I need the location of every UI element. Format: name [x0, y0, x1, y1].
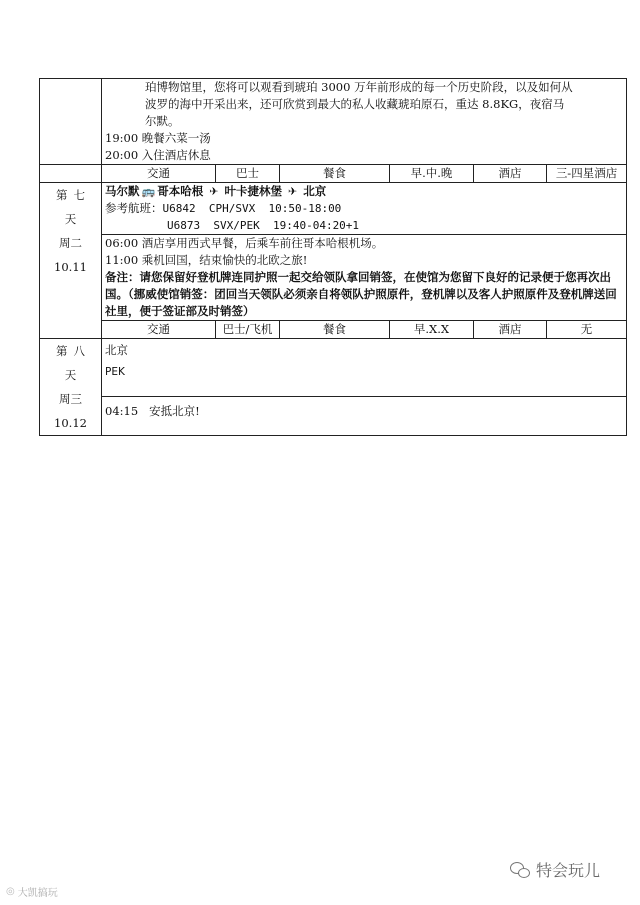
day8-weekday: 周三 — [59, 392, 82, 406]
plane-icon: ✈ — [209, 185, 219, 198]
prev-day-content-row — [40, 79, 627, 165]
prev-day-meta-empty — [40, 165, 102, 183]
flight-2: U6873 SVX/PEK 19:40-04:20+1 — [167, 219, 360, 232]
route-city-copenhagen: 哥本哈根 — [157, 184, 204, 198]
flight-1: U6842 CPH/SVX 10:50-18:00 — [162, 202, 342, 215]
weibo-icon: ◎ — [6, 886, 15, 897]
day7-route-cell — [102, 183, 627, 235]
day8-arrival: 04:15 安抵北京! — [102, 397, 627, 436]
plane-icon: ✈ — [287, 185, 298, 198]
day7-detail-cell — [102, 235, 627, 321]
hotel-label: 酒店 — [474, 165, 547, 183]
day7-hotel-value: 无 — [547, 321, 627, 339]
day7-day-cell — [40, 183, 102, 339]
day8-city: 北京 — [105, 343, 128, 357]
watermark-wechat — [510, 858, 600, 881]
day7-breakfast-line: 06:00 酒店享用西式早餐，后乘车前往哥本哈根机场。 — [105, 236, 384, 250]
day8-code: PEK — [105, 366, 125, 378]
day7-meta-row — [40, 321, 627, 339]
amber-museum-line-3: 尔默。 — [145, 114, 180, 128]
day7-flight-line-2 — [105, 217, 623, 234]
day8-day-cell — [40, 339, 102, 436]
itinerary-table — [39, 78, 627, 436]
day7-flight-line-1 — [105, 200, 623, 217]
day7-return-line: 11:00 乘机回国，结束愉快的北欧之旅! — [105, 253, 308, 267]
transport-label: 交通 — [102, 165, 216, 183]
day7-date: 10.11 — [54, 260, 87, 274]
day7-meal-value: 早.X.X — [390, 321, 474, 339]
day7-detail-row — [40, 235, 627, 321]
watermark-weibo — [6, 884, 58, 899]
hotel-value: 三-四星酒店 — [547, 165, 627, 183]
hotel-checkin-line: 20:00 入住酒店休息 — [105, 148, 211, 162]
amber-museum-line-1: 珀博物馆里，您将可以观看到琥珀 3000 万年前形成的每一个历史阶段，以及如何从 — [145, 80, 573, 94]
day7-transport-label: 交通 — [102, 321, 216, 339]
day7-label: 第七天 — [56, 188, 91, 226]
day7-route-row — [40, 183, 627, 235]
meal-label: 餐食 — [280, 165, 390, 183]
note-label: 备注： — [105, 270, 140, 284]
day8-arrival-row — [40, 397, 627, 436]
watermark-left-text: 大凯搞玩 — [17, 888, 58, 899]
transport-value: 巴士 — [216, 165, 280, 183]
meal-value: 早.中.晚 — [390, 165, 474, 183]
flight-label: 参考航班： — [105, 201, 163, 215]
bus-icon: 🚌 — [141, 185, 156, 198]
route-city-yekaterinburg: 叶卡捷林堡 — [224, 184, 282, 198]
day8-date: 10.12 — [54, 416, 87, 430]
day8-city-row — [40, 339, 627, 397]
route-city-malmo: 马尔默 — [105, 184, 140, 198]
dinner-line: 19:00 晚餐六菜一汤 — [105, 131, 211, 145]
day7-weekday: 周二 — [59, 236, 82, 250]
route-city-beijing: 北京 — [303, 184, 327, 198]
amber-museum-line-2: 波罗的海中开采出来，还可欣赏到最大的私人收藏琥珀原石，重达 8.8KG，夜宿马 — [145, 97, 565, 111]
day8-label: 第八天 — [56, 344, 91, 382]
day8-city-cell — [102, 339, 627, 397]
day7-meal-label: 餐食 — [280, 321, 390, 339]
prev-day-content — [102, 79, 627, 165]
day7-transport-value: 巴士/飞机 — [216, 321, 280, 339]
watermark-right-text: 特会玩儿 — [536, 861, 601, 880]
prev-day-meta-row — [40, 165, 627, 183]
note-text: 请您保留好登机牌连同护照一起交给领队拿回销签，在使馆为您留下良好的记录便于您再次出国。（挪威使馆销签：团回当天领队必须亲自将领队护照原件，登机牌以及客人护照原件及登机牌送回社里，便于签证部及时销签） — [105, 270, 617, 318]
prev-day-day-cell — [40, 79, 102, 165]
day7-route — [105, 183, 623, 200]
day7-hotel-label: 酒店 — [474, 321, 547, 339]
wechat-icon — [510, 862, 530, 878]
day7-note — [105, 269, 623, 320]
